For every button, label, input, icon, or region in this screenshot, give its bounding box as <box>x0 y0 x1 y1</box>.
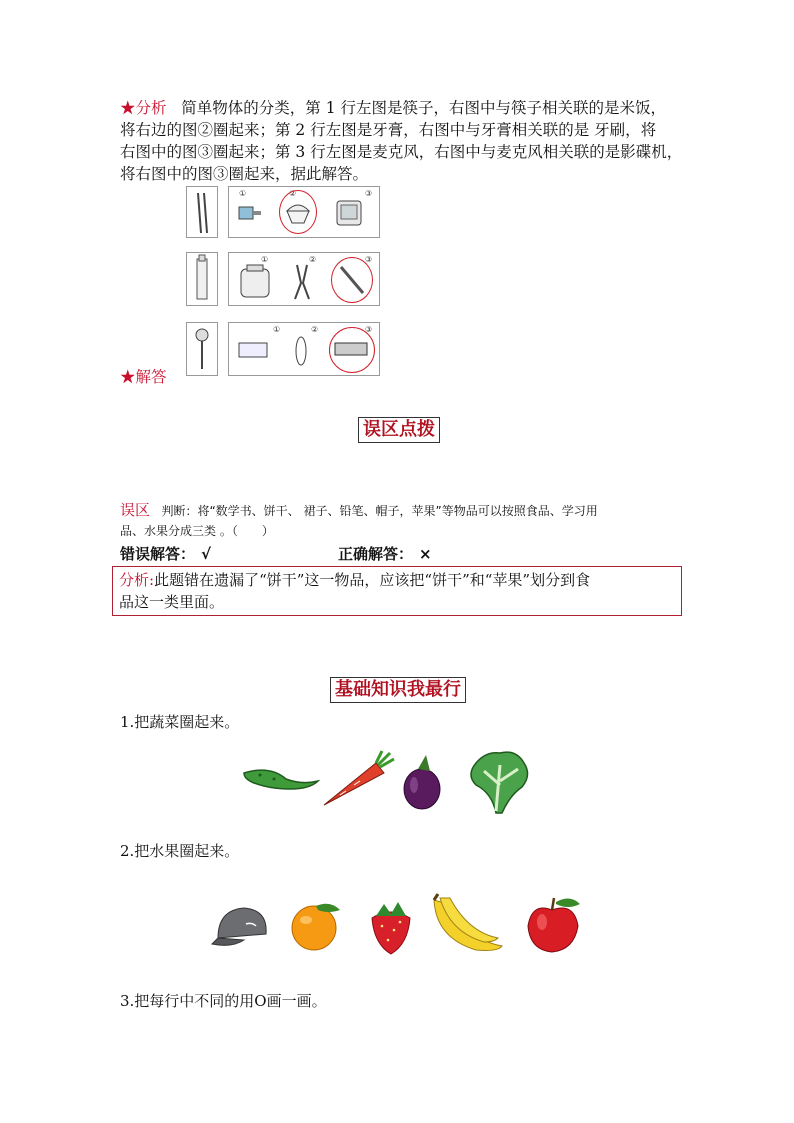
cucumber-icon <box>240 759 320 793</box>
marker-1: ① <box>273 325 281 334</box>
strawberry-icon <box>366 896 416 958</box>
mistake-question <box>120 500 700 541</box>
cap-icon <box>210 896 272 954</box>
row-1-options <box>228 186 380 238</box>
mistake-text-1: 判断：将“数学书、饼干、 裙子、铅笔、帽子，苹果”等物品可以按照食品、学习用 <box>161 504 598 518</box>
keyboard-icon <box>235 335 275 367</box>
toothbrush-icon <box>335 261 369 299</box>
question-2: 2.把水果圈起来。 <box>120 842 240 860</box>
marker-2: ② <box>289 189 297 198</box>
question-1: 1.把蔬菜圈起来。 <box>120 713 240 731</box>
cleaver-icon <box>233 201 263 229</box>
analysis-label: ★分析 <box>120 99 167 117</box>
basics-title: 基础知识我最行 <box>330 677 466 703</box>
rice-bowl-icon <box>283 197 313 229</box>
eggplant-icon <box>400 751 446 813</box>
marker-2: ② <box>309 255 317 264</box>
analysis-line-3: 右图中的图③圈起来；第 3 行左图是麦克风，右图中与麦克风相关联的是影碟机， <box>120 143 683 161</box>
analysis-line-4: 将右图中的图③圈起来，据此解答。 <box>120 165 369 183</box>
analysis-line-2: 将右边的图②圈起来；第 2 行左图是牙膏，右图中与牙膏相关联的是 牙刷，将 <box>120 121 657 139</box>
analysis-paragraph <box>120 97 690 185</box>
answer-label: ★解答 <box>120 368 167 386</box>
marker-3: ③ <box>365 255 373 264</box>
appliance-icon <box>333 195 369 231</box>
mistakes-title: 误区点拨 <box>358 417 440 443</box>
toothpaste-image <box>186 252 218 306</box>
marker-3: ③ <box>365 189 373 198</box>
marker-1: ① <box>261 255 269 264</box>
correct-answer: 正确解答： × <box>338 545 432 563</box>
marker-1: ① <box>239 189 247 198</box>
mistake-analysis-label: 分析: <box>119 571 155 589</box>
backpack-icon <box>235 261 275 301</box>
mistake-analysis-text-1: 此题错在遗漏了“饼干”这一物品，应该把“饼干”和“苹果”划分到食 <box>154 571 591 589</box>
fruits-row <box>210 888 590 968</box>
cabbage-icon <box>466 745 532 815</box>
wrong-answer: 错误解答： √ <box>120 545 212 563</box>
microphone-image <box>186 322 218 376</box>
vegetables-row <box>240 745 540 815</box>
row-2-options <box>228 252 380 306</box>
marker-3: ③ <box>365 325 373 334</box>
orange-icon <box>286 898 346 954</box>
analysis-line-1: 简单物体的分类，第 1 行左图是筷子，右图中与筷子相关联的是米饭， <box>181 99 667 117</box>
row-3-options <box>228 322 380 376</box>
pliers-icon <box>287 261 317 301</box>
chopsticks-image <box>186 186 218 238</box>
question-3: 3.把每行中不同的用O画一画。 <box>120 992 327 1010</box>
banana-icon <box>428 890 506 962</box>
mistake-label: 误区 <box>120 501 151 519</box>
matching-figure <box>186 186 386 376</box>
badminton-racket-icon <box>291 329 311 373</box>
mistake-analysis-box <box>112 566 682 616</box>
marker-2: ② <box>311 325 319 334</box>
apple-icon <box>522 892 584 958</box>
dvd-player-icon <box>333 337 369 363</box>
mistake-text-2: 品、水果分成三类 。（ ） <box>120 524 274 538</box>
carrot-icon <box>320 749 396 809</box>
mistake-analysis-text-2: 品这一类里面。 <box>119 593 225 611</box>
